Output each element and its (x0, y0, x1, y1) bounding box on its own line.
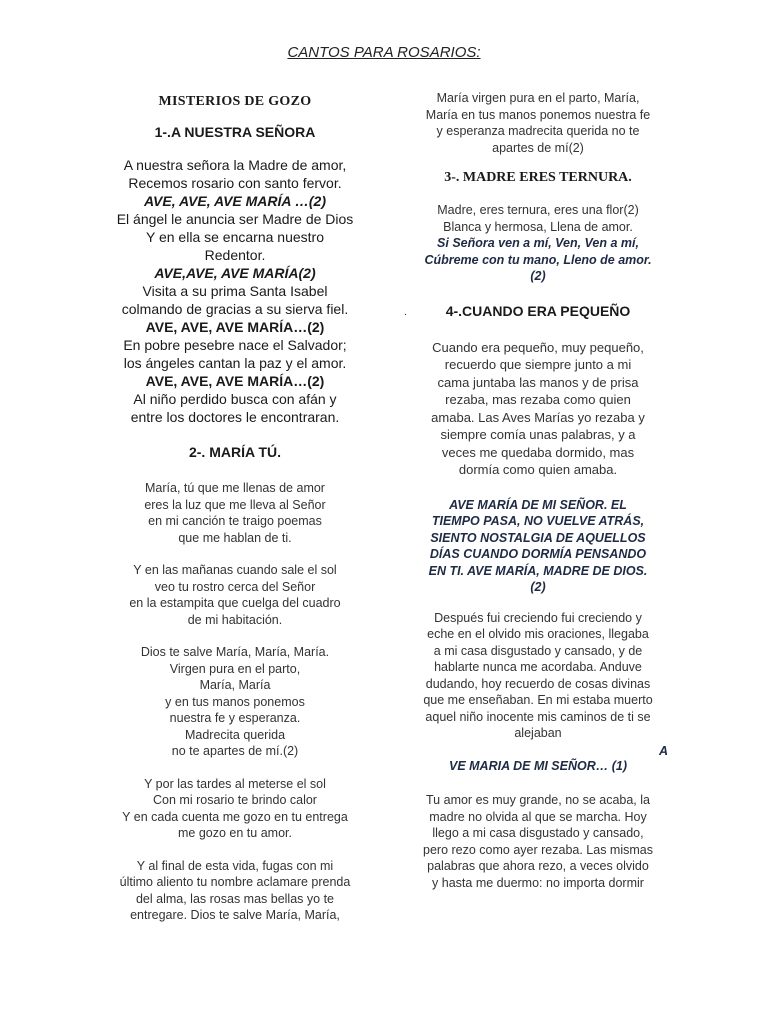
lyric-line: Cúbreme con tu mano, Lleno de amor. (424, 252, 652, 267)
lyric-line: (2) (530, 269, 546, 283)
song-2-lyrics (100, 480, 370, 924)
lyric-line: El ángel le anuncia ser Madre de Dios (116, 211, 354, 227)
lyric-line: y en tus manos ponemos (165, 694, 305, 709)
song-1-lyrics (100, 156, 370, 426)
lyric-line: rezaba, mas rezaba como quien (445, 392, 631, 407)
stanza (100, 562, 370, 628)
lyric-line: recuerdo que siempre junto a mi (444, 357, 632, 372)
lyric-line: SIENTO NOSTALGIA DE AQUELLOS (430, 530, 646, 545)
right-column (400, 90, 676, 891)
lyric-line: entre los doctores le encontraran. (130, 409, 340, 425)
lyric-line: Madre, eres ternura, eres una flor(2) (437, 203, 639, 217)
lyric-line: veces me quedaba dormido, mas (441, 444, 635, 460)
lyric-line: madre no olvida al que se marcha. Hoy (429, 809, 647, 824)
lyric-line: nuestra fe y esperanza. (169, 711, 301, 725)
page-title: CANTOS PARA ROSARIOS: (287, 44, 481, 61)
stanza (100, 776, 370, 842)
lyric-line: AVE, AVE, AVE MARÍA…(2) (145, 373, 325, 389)
lyric-line: y esperanza madrecita querida no te (436, 124, 640, 138)
song-4-stanza-2 (400, 610, 676, 742)
song-4-chorus (400, 497, 676, 596)
song-4-chorus-2: VE MARIA DE MI SEÑOR… (1) (448, 758, 628, 773)
stanza (100, 644, 370, 760)
song-3-heading: 3-. MADRE ERES TERNURA. (444, 170, 632, 185)
lyric-line: pero rezo como ayer rezaba. Las mismas (423, 842, 653, 857)
song-1-heading: 1-.A NUESTRA SEÑORA (154, 124, 316, 140)
lyric-line: apartes de mí(2) (492, 140, 584, 155)
lyric-line: Cuando era pequeño, muy pequeño, (432, 339, 644, 355)
lyric-line: Dios te salve María, María, María. (140, 645, 330, 659)
stanza (100, 480, 370, 546)
lyric-line: AVE, AVE, AVE MARÍA …(2) (143, 193, 326, 209)
lyric-line: Y en cada cuenta me gozo en tu entrega (122, 809, 348, 824)
lyric-line: los ángeles cantan la paz y el amor. (123, 355, 347, 371)
lyric-line: Blanca y hermosa, Llena de amor. (443, 219, 633, 234)
lyric-line: último aliento tu nombre aclamare prenda (119, 875, 351, 889)
lyric-line: dormía como quien amaba. (458, 462, 618, 477)
lyric-line: Virgen pura en el parto, (169, 661, 301, 676)
lyric-line: eres la luz que me lleva al Señor (144, 497, 326, 512)
lyric-line: Y en las mañanas cuando sale el sol (133, 563, 337, 577)
lyric-line: llego a mi casa disgustado y cansado, (432, 826, 644, 840)
lyric-line: Al niño perdido busca con afán y (133, 391, 337, 407)
lyric-line: TIEMPO PASA, NO VUELVE ATRÁS, (431, 514, 645, 528)
lyric-line: que me hablan de ti. (178, 530, 292, 545)
lyric-line: eche en el olvido mis oraciones, llegaba (427, 627, 649, 641)
lyric-line: Recemos rosario con santo fervor. (128, 175, 342, 191)
lyric-line: En pobre pesebre nace el Salvador; (123, 337, 347, 353)
lyric-line: María, tú que me llenas de amor (145, 481, 325, 495)
lyric-line: Y al final de esta vida, fugas con mi (136, 858, 334, 873)
chorus-split-letter: A (658, 743, 668, 758)
lyric-line: AVE,AVE, AVE MARÍA(2) (154, 265, 316, 281)
lyric-line: Tu amor es muy grande, no se acaba, la (426, 793, 650, 807)
lyric-line: y hasta me duermo: no importa dormir (432, 875, 644, 890)
lyric-line: María virgen pura en el parto, María, (436, 91, 640, 105)
song-3-lyrics (400, 202, 676, 285)
song-4-heading (400, 303, 676, 319)
lyric-line: colmando de gracias a su sierva fiel. (121, 301, 349, 317)
lyric-line: en mi canción te traigo poemas (148, 514, 322, 528)
lyric-line: Y por las tardes al meterse el sol (144, 776, 326, 791)
lyric-line: Si Señora ven a mí, Ven, Ven a mí, (437, 236, 639, 250)
lyric-line: veo tu rostro cerca del Señor (154, 579, 316, 594)
lyric-line: Con mi rosario te brindo calor (153, 793, 317, 807)
lyric-line: entregare. Dios te salve María, María, (130, 908, 340, 922)
lyric-line: Después fui creciendo fui creciendo y (434, 610, 642, 625)
song-2-continuation (400, 90, 676, 156)
lyric-line: A nuestra señora la Madre de amor, (123, 157, 347, 173)
lyric-line: alejaban (514, 726, 562, 740)
lyric-line: DÍAS CUANDO DORMÍA PENSANDO (429, 547, 647, 561)
lyric-line: EN TI. AVE MARÍA, MADRE DE DIOS. (428, 563, 648, 578)
lyric-line: Y en ella se encarna nuestro (146, 229, 324, 245)
lyric-line: me gozo en tu amor. (178, 826, 292, 840)
song-4-heading-text: 4-.CUANDO ERA PEQUEÑO (445, 302, 631, 319)
lyric-line: del alma, las rosas mas bellas yo te (135, 891, 334, 906)
lyric-line: palabras que ahora rezo, a veces olvido (427, 859, 649, 873)
section-title: MISTERIOS DE GOZO (158, 94, 312, 109)
lyric-line: Redentor. (204, 247, 266, 263)
lyric-line: AVE MARÍA DE MI SEÑOR. EL (449, 497, 627, 512)
lyric-line: aquel niño inocente mis caminos de ti se (425, 709, 651, 724)
song-4-stanza-3 (400, 792, 676, 891)
lyric-line: Visita a su prima Santa Isabel (142, 283, 328, 299)
left-column (100, 90, 370, 940)
song-4-stanza-1 (400, 339, 676, 479)
lyric-line: en la estampita que cuelga del cuadro (129, 596, 341, 610)
lyric-line: hablarte nunca me acordaba. Anduve (434, 660, 642, 674)
lyric-line: (2) (530, 580, 546, 594)
lyric-line: de mi habitación. (187, 612, 283, 627)
bullet-mark: . (404, 306, 407, 318)
lyric-line: cama juntaba las manos y de prisa (437, 374, 639, 390)
lyric-line: Madrecita querida (184, 727, 286, 742)
song-2-heading: 2-. MARÍA TÚ. (188, 444, 282, 460)
lyric-line: amaba. Las Aves Marías yo rezaba y (431, 409, 645, 425)
lyric-line: María, María (199, 678, 271, 692)
lyric-line: AVE, AVE, AVE MARÍA…(2) (145, 319, 325, 335)
stanza (100, 858, 370, 924)
lyric-line: María en tus manos ponemos nuestra fe (425, 107, 651, 122)
lyric-line: siempre comía unas palabras, y a (440, 427, 636, 442)
lyric-line: a mi casa disgustado y cansado, y de (433, 643, 643, 658)
lyric-line: no te apartes de mí.(2) (171, 744, 299, 758)
lyric-line: que me enseñaban. En mi estaba muerto (423, 693, 653, 707)
lyric-line: dudando, hoy recuerdo de cosas divinas (425, 676, 651, 691)
